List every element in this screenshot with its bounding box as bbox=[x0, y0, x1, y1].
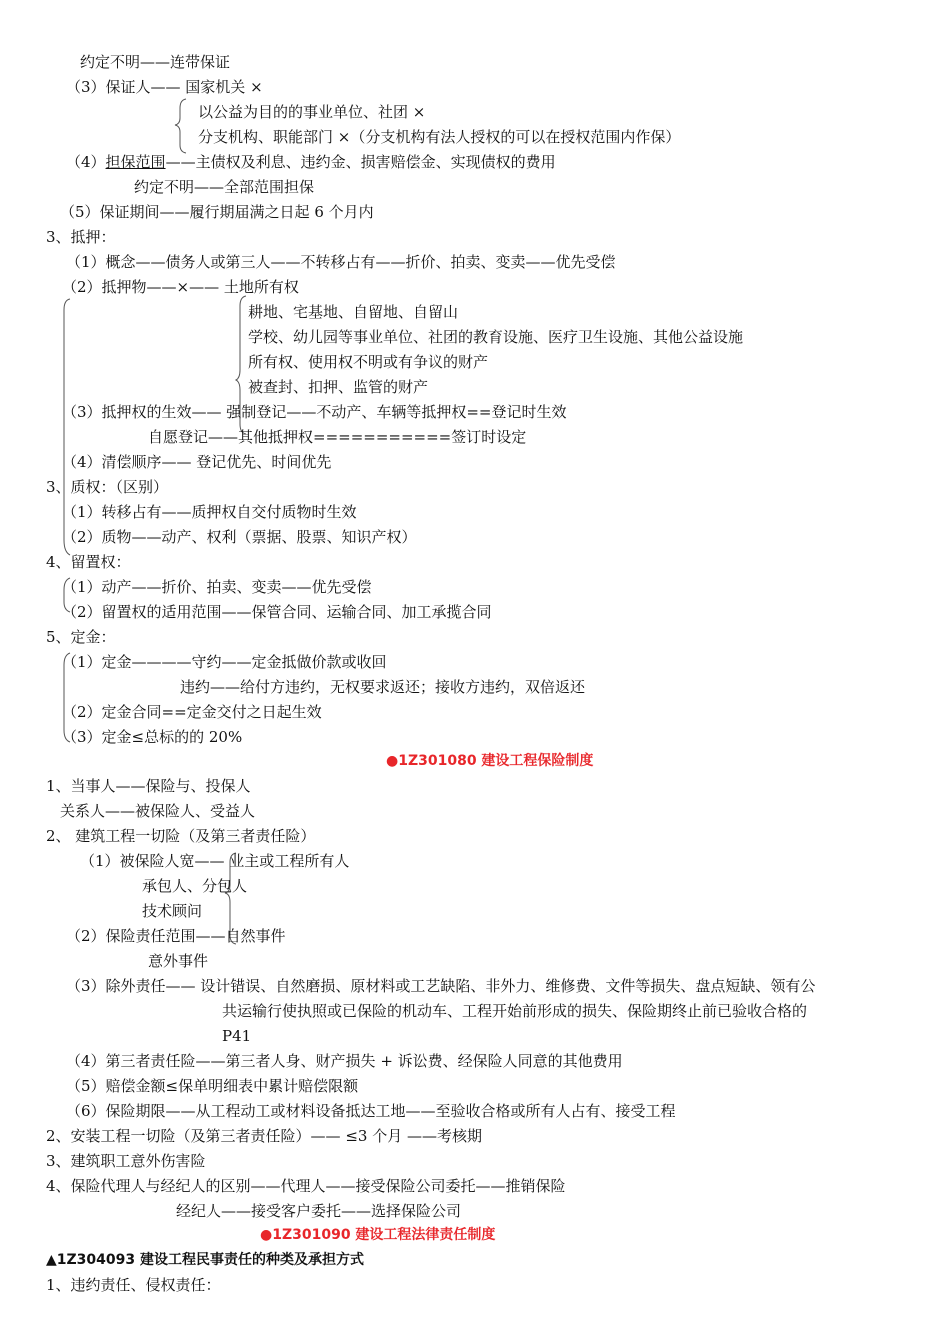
text-line: 学校、幼儿园等事业单位、社团的教育设施、医疗卫生设施、其他公益设施 bbox=[248, 328, 744, 346]
text-line: （5）赔偿金额≤保单明细表中累计赔偿限额 bbox=[66, 1077, 359, 1095]
text-line: （6）保险期限——从工程动工或材料设备抵达工地——至验收合格或所有人占有、接受工程 bbox=[66, 1102, 676, 1120]
underlined-term: 担保范围 bbox=[105, 153, 166, 171]
text-line: （1）定金————守约——定金抵做价款或收回 bbox=[62, 653, 387, 671]
text-segment: （4） bbox=[66, 153, 106, 171]
section-heading: 5、定金： bbox=[46, 628, 116, 646]
text-line: 被查封、扣押、监管的财产 bbox=[248, 378, 429, 396]
text-line: （4）清偿顺序—— 登记优先、时间优先 bbox=[62, 453, 332, 471]
text-line: 约定不明——全部范围担保 bbox=[134, 178, 315, 196]
text-line bbox=[66, 152, 556, 172]
text-line: （2）保险责任范围——自然事件 bbox=[66, 927, 286, 945]
text-line: 共运输行使执照或已保险的机动车、工程开始前形成的损失、保险期终止前已验收合格的 bbox=[222, 1002, 808, 1020]
text-line: 分支机构、职能部门 ×（分支机构有法人授权的可以在授权范围内作保） bbox=[198, 128, 681, 146]
section-heading: 2、 建筑工程一切险（及第三者责任险） bbox=[46, 827, 316, 845]
section-heading: 4、保险代理人与经纪人的区别——代理人——接受保险公司委托——推销保险 bbox=[46, 1177, 566, 1195]
chapter-heading-red: ●1Z301090 建设工程法律责任制度 bbox=[260, 1227, 496, 1243]
text-line: （3）抵押权的生效—— 强制登记——不动产、车辆等抵押权==登记时生效 bbox=[62, 403, 567, 421]
text-line: 1、当事人——保险与、投保人 bbox=[46, 777, 251, 795]
text-line: 关系人——被保险人、受益人 bbox=[60, 802, 256, 820]
section-heading: 3、建筑职工意外伤害险 bbox=[46, 1152, 206, 1170]
section-heading: 3、质权：（区别） bbox=[46, 478, 169, 496]
section-heading: 2、安装工程一切险（及第三者责任险）—— ≤3 个月 ——考核期 bbox=[46, 1127, 482, 1145]
text-line: 约定不明——连带保证 bbox=[80, 53, 231, 71]
text-line: （1）转移占有——质押权自交付质物时生效 bbox=[62, 503, 357, 521]
section-heading: 3、抵押： bbox=[46, 228, 116, 246]
guarantor-brace bbox=[175, 99, 186, 153]
text-line: （2）定金合同==定金交付之日起生效 bbox=[62, 703, 322, 721]
text-line: （3）除外责任—— 设计错误、自然磨损、原材料或工艺缺陷、非外力、维修费、文件等损失、盘点短缺、领有公 bbox=[66, 977, 816, 995]
text-line: （1）被保险人宽—— 业主或工程所有人 bbox=[80, 852, 350, 870]
text-line: （3）保证人—— 国家机关 × bbox=[66, 78, 263, 96]
chapter-heading-red: ●1Z301080 建设工程保险制度 bbox=[386, 753, 594, 769]
text-segment: ——主债权及利息、违约金、损害赔偿金、实现债权的费用 bbox=[165, 153, 556, 171]
text-line: （3）定金≤总标的的 20% bbox=[62, 728, 243, 746]
text-line: 承包人、分包人 bbox=[142, 877, 248, 895]
text-line: 以公益为目的的事业单位、社团 × bbox=[198, 103, 426, 121]
text-line: 经纪人——接受客户委托——选择保险公司 bbox=[176, 1202, 462, 1220]
text-line: （1）概念——债务人或第三人——不转移占有——折价、拍卖、变卖——优先受偿 bbox=[66, 253, 616, 271]
text-line: 所有权、使用权不明或有争议的财产 bbox=[248, 353, 489, 371]
text-line: （4）第三者责任险——第三者人身、财产损失 + 诉讼费、经保险人同意的其他费用 bbox=[66, 1052, 623, 1070]
text-line: （5）保证期间——履行期届满之日起 6 个月内 bbox=[60, 203, 374, 221]
text-line: 技术顾问 bbox=[142, 902, 203, 920]
text-line: （1）动产——折价、拍卖、变卖——优先受偿 bbox=[62, 578, 372, 596]
section-heading: 4、留置权： bbox=[46, 553, 131, 571]
text-line: 违约——给付方违约，无权要求返还；接收方违约，双倍返还 bbox=[180, 678, 586, 696]
text-line: P41 bbox=[222, 1027, 252, 1045]
text-line: （2）质物——动产、权利（票据、股票、知识产权） bbox=[62, 528, 417, 546]
section-heading: 1、违约责任、侵权责任： bbox=[46, 1276, 221, 1294]
text-line: 耕地、宅基地、自留地、自留山 bbox=[248, 303, 459, 321]
text-line: （2）抵押物——×—— 土地所有权 bbox=[62, 278, 299, 296]
text-line: 自愿登记——其他抵押权===========签订时设定 bbox=[148, 428, 527, 446]
subsection-heading: ▲1Z304093 建设工程民事责任的种类及承担方式 bbox=[46, 1252, 364, 1268]
text-line: （2）留置权的适用范围——保管合同、运输合同、加工承揽合同 bbox=[62, 603, 492, 621]
text-line: 意外事件 bbox=[148, 952, 209, 970]
